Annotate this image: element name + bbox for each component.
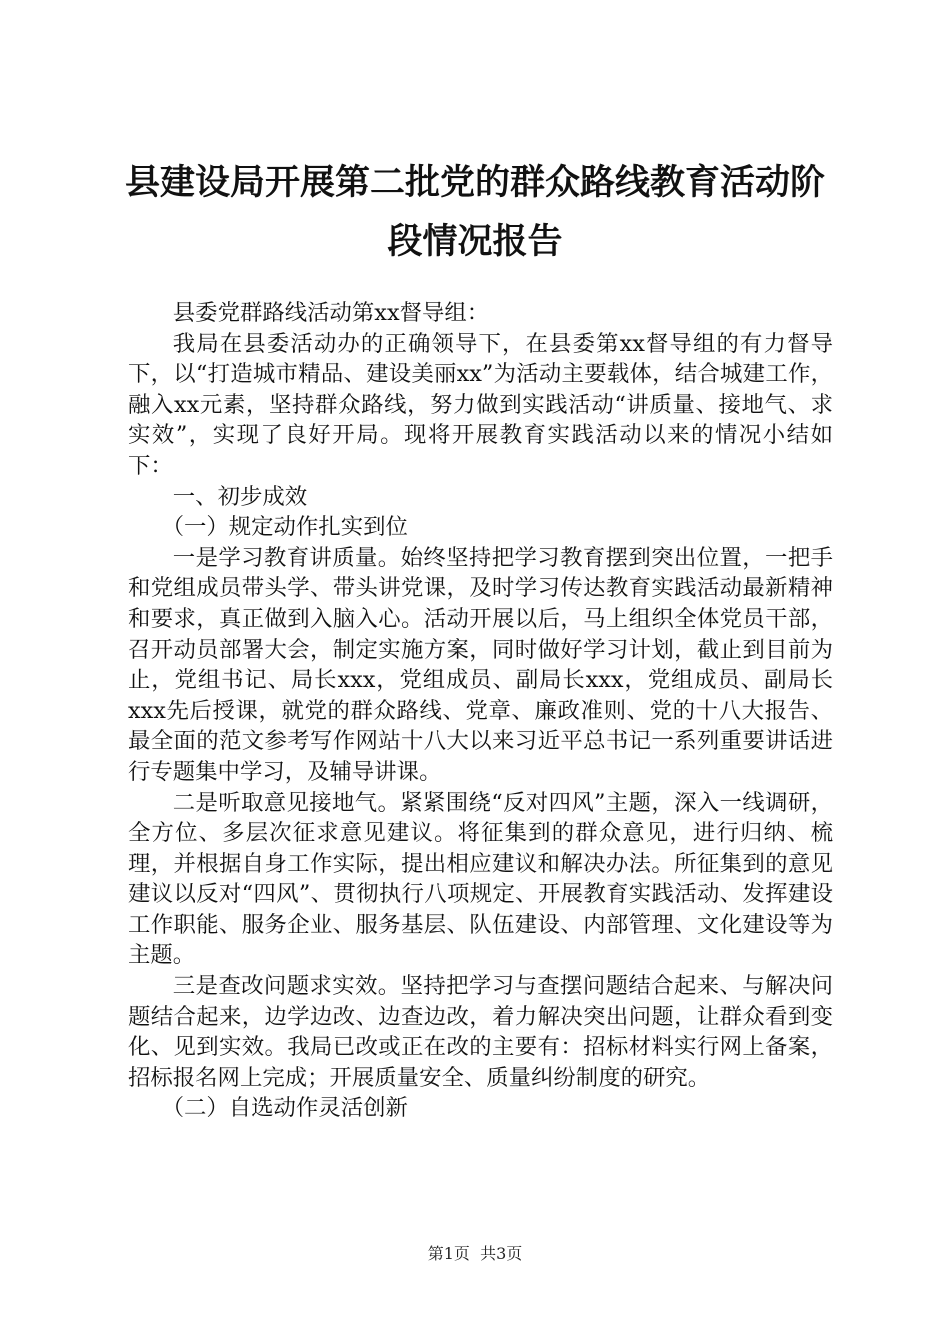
paragraph-rectify: 三是查改问题求实效。坚持把学习与查摆问题结合起来、与解决问题结合起来，边学边改、边查边改，着力解决突出问题，让群众看到变化、见到实效。我局已改或正在改的主要有：招标材料实行网上备案，招标报名网上完成；开展质量安全、质量纠纷制度的研究。 — [128, 973, 833, 1091]
paragraph-opinions: 二是听取意见接地气。紧紧围绕“反对四风”主题，深入一线调研，全方位、多层次征求意见建议。将征集到的群众意见，进行归纳、梳理，并根据自身工作实际，提出相应建议和解决办法。所征集到的意见建议以反对“四风”、贯彻执行八项规定、开展教育实践活动、发挥建设工作职能、服务企业、服务基层、队伍建设、内部管理、文化建设等为主题。 — [128, 789, 833, 969]
document-title-line1: 县建设局开展第二批党的群众路线教育活动阶 — [124, 163, 825, 203]
page-footer — [0, 1244, 950, 1264]
document-body — [128, 298, 833, 1124]
subsection-heading-2: （二）自选动作灵活创新 — [161, 1095, 408, 1122]
subsection-heading-1: （一）规定动作扎实到位 — [161, 514, 408, 541]
paragraph-intro: 我局在县委活动办的正确领导下，在县委第xx督导组的有力督导下，以“打造城市精品、建设美丽xx”为活动主要载体，结合城建工作，融入xx元素，坚持群众路线，努力做到实践活动“讲质量、接地气、求实效”，实现了良好开局。现将开展教育实践活动以来的情况小结如下： — [128, 330, 833, 479]
paragraph-study: 一是学习教育讲质量。始终坚持把学习教育摆到突出位置，一把手和党组成员带头学、带头讲党课，及时学习传达教育实践活动最新精神和要求，真正做到入脑入心。活动开展以后，马上组织全体党员干部，召开动员部署大会，制定实施方案，同时做好学习计划，截止到目前为止，党组书记、局长xxx，党组成员、副局长xxx，党组成员、副局长xxx先后授课，就党的群众路线、党章、廉政准则、党的十八大报告、最全面的范文参考写作网站十八大以来习近平总书记一系列重要讲话进行专题集中学习，及辅导讲课。 — [128, 544, 833, 785]
page-number: 第1页 — [427, 1244, 470, 1263]
page-total: 共3页 — [480, 1244, 523, 1263]
salutation: 县委党群路线活动第xx督导组： — [172, 300, 490, 326]
section-heading-1: 一、初步成效 — [172, 483, 308, 510]
document-title-line2: 段情况报告 — [387, 222, 563, 262]
